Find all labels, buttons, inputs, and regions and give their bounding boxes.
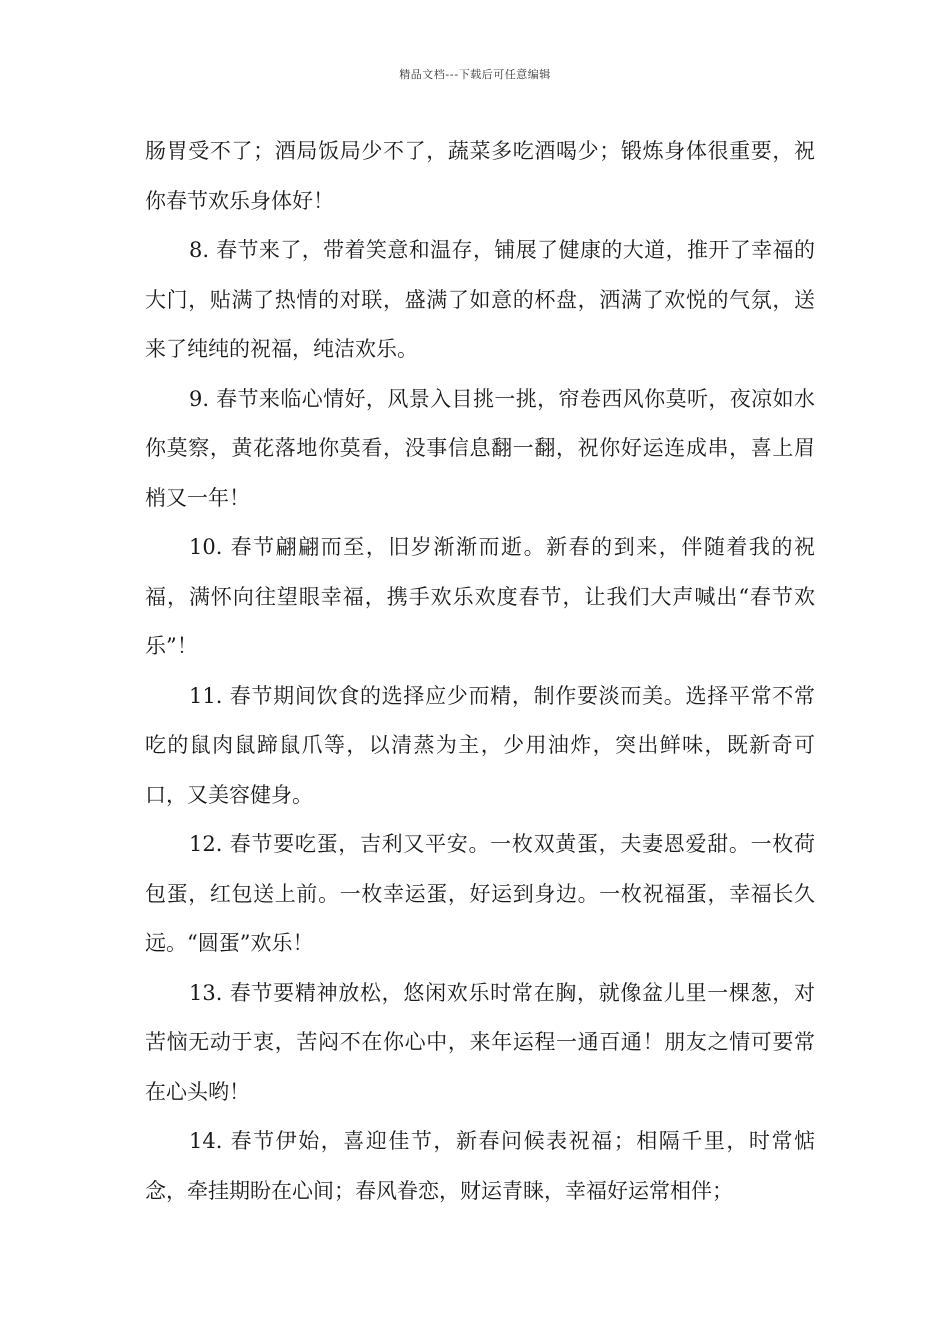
document-body bbox=[145, 127, 815, 1216]
paragraph-1: 肠胃受不了；酒局饭局少不了，蔬菜多吃酒喝少；锻炼身体很重要，祝你春节欢乐身体好！ bbox=[145, 139, 815, 213]
paragraph-11: 11. 春节期间饮食的选择应少而精，制作要淡而美。选择平常不常吃的鼠肉鼠蹄鼠爪等，以清蒸为主，少用油炸，突出鲜味，既新奇可口，又美容健身。 bbox=[145, 683, 815, 807]
paragraph-12: 12. 春节要吃蛋，吉利又平安。一枚双黄蛋，夫妻恩爱甜。一枚荷包蛋，红包送上前。一枚幸运蛋，好运到身边。一枚祝福蛋，幸福长久远。“圆蛋”欢乐！ bbox=[145, 832, 815, 955]
paragraph-13: 13. 春节要精神放松，悠闲欢乐时常在胸，就像盆儿里一棵葱，对苦恼无动于衷，苦闷不在你心中，来年运程一通百通！朋友之情可要常在心头哟！ bbox=[145, 980, 815, 1104]
page-header: 精品文档---下载后可任意编辑 bbox=[399, 68, 551, 81]
paragraph-14: 14. 春节伊始，喜迎佳节，新春问候表祝福；相隔千里，时常惦念，牵挂期盼在心间；春风眷恋，财运青睐，幸福好运常相伴； bbox=[145, 1129, 815, 1203]
paragraph-8: 8. 春节来了，带着笑意和温存，铺展了健康的大道，推开了幸福的大门，贴满了热情的对联，盛满了如意的杯盘，洒满了欢悦的气氛，送来了纯纯的祝福，纯洁欢乐。 bbox=[145, 238, 815, 361]
paragraph-10: 10. 春节翩翩而至，旧岁渐渐而逝。新春的到来，伴随着我的祝福，满怀向往望眼幸福，携手欢乐欢度春节，让我们大声喊出“春节欢乐”！ bbox=[145, 535, 815, 658]
paragraph-9: 9. 春节来临心情好，风景入目挑一挑，帘卷西风你莫听，夜凉如水你莫察，黄花落地你莫看，没事信息翻一翻，祝你好运连成串，喜上眉梢又一年！ bbox=[145, 386, 815, 510]
